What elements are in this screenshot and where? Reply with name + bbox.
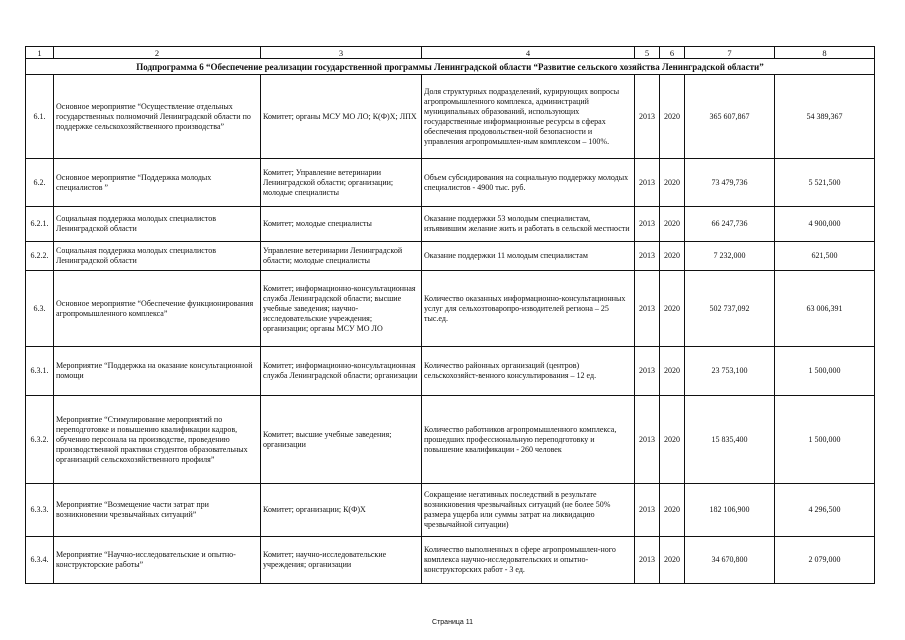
row-number: 6.2.2. — [26, 242, 54, 271]
page-number-label: Страница 11 — [432, 619, 473, 626]
amount-cell: 2 079,000 — [775, 537, 875, 584]
column-header: 6 — [660, 47, 685, 59]
column-header: 5 — [635, 47, 660, 59]
start-year-cell: 2013 — [635, 75, 660, 159]
total-cell: 66 247,736 — [685, 207, 775, 242]
table-row — [26, 207, 875, 242]
measure-cell: Социальная поддержка молодых специалистов Ленинградской области — [54, 242, 261, 271]
executor-cell: Комитет; Управление ветеринарии Ленинградской области; организации; молодые специалисты — [261, 159, 422, 207]
subprogram-title: Подпрограмма 6 “Обеспечение реализации государственной программы Ленинградской области “Развитие сельского хозяйства Ленинградской области” — [26, 59, 875, 75]
start-year-cell: 2013 — [635, 159, 660, 207]
program-table — [25, 46, 875, 584]
amount-cell: 63 006,391 — [775, 271, 875, 347]
indicator-cell: Количество районных организаций (центров) сельскохозяйст-венного консультирования – 12 ед. — [422, 347, 635, 396]
start-year-cell: 2013 — [635, 271, 660, 347]
column-header: 1 — [26, 47, 54, 59]
measure-cell: Мероприятие “Поддержка на оказание консультационной помощи — [54, 347, 261, 396]
amount-cell: 1 500,000 — [775, 396, 875, 484]
end-year-cell: 2020 — [660, 537, 685, 584]
start-year-cell: 2013 — [635, 207, 660, 242]
row-number: 6.3.1. — [26, 347, 54, 396]
row-number: 6.2.1. — [26, 207, 54, 242]
start-year-cell: 2013 — [635, 242, 660, 271]
total-cell: 23 753,100 — [685, 347, 775, 396]
executor-cell: Комитет; информационно-консультационная служба Ленинградской области; организации — [261, 347, 422, 396]
end-year-cell: 2020 — [660, 207, 685, 242]
table-row — [26, 159, 875, 207]
indicator-cell: Доля структурных подразделений, курирующих вопросы агропромышленного комплекса, администраций муниципальных образований, использующих государственные информационные ресурсы в сферах обеспечения продовольствен-ной безопасности и управления агропромышлен-ным комплексом – 100%. — [422, 75, 635, 159]
measure-cell: Мероприятие “Научно-исследовательские и опытно-конструкторские работы” — [54, 537, 261, 584]
indicator-cell: Объем субсидирования на социальную поддержку молодых специалистов - 4900 тыс. руб. — [422, 159, 635, 207]
executor-cell: Комитет; информационно-консультационная служба Ленинградской области; высшие учебные заведения; научно-исследовательские учреждения; организации; органы МСУ МО ЛО — [261, 271, 422, 347]
total-cell: 365 607,867 — [685, 75, 775, 159]
amount-cell: 54 389,367 — [775, 75, 875, 159]
end-year-cell: 2020 — [660, 271, 685, 347]
column-number-row — [26, 47, 875, 59]
row-number: 6.3.4. — [26, 537, 54, 584]
table-row — [26, 75, 875, 159]
indicator-cell: Оказание поддержки 11 молодым специалистам — [422, 242, 635, 271]
end-year-cell: 2020 — [660, 347, 685, 396]
row-number: 6.3.2. — [26, 396, 54, 484]
executor-cell: Комитет; организации; К(Ф)Х — [261, 484, 422, 537]
column-header: 7 — [685, 47, 775, 59]
amount-cell: 4 900,000 — [775, 207, 875, 242]
indicator-cell: Количество работников агропромышленного комплекса, прошедших профессиональную переподготовку и повышение квалификации - 260 человек — [422, 396, 635, 484]
table-row — [26, 271, 875, 347]
amount-cell: 621,500 — [775, 242, 875, 271]
amount-cell: 4 296,500 — [775, 484, 875, 537]
end-year-cell: 2020 — [660, 159, 685, 207]
total-cell: 502 737,092 — [685, 271, 775, 347]
end-year-cell: 2020 — [660, 484, 685, 537]
start-year-cell: 2013 — [635, 396, 660, 484]
end-year-cell: 2020 — [660, 75, 685, 159]
end-year-cell: 2020 — [660, 242, 685, 271]
executor-cell: Управление ветеринарии Ленинградской области; молодые специалисты — [261, 242, 422, 271]
executor-cell: Комитет; молодые специалисты — [261, 207, 422, 242]
amount-cell: 1 500,000 — [775, 347, 875, 396]
start-year-cell: 2013 — [635, 537, 660, 584]
row-number: 6.2. — [26, 159, 54, 207]
executor-cell: Комитет; научно-исследовательские учреждения; организации — [261, 537, 422, 584]
indicator-cell: Количество оказанных информационно-консультационных услуг для сельхозтоваропро-изводителей региона – 25 тыс.ед. — [422, 271, 635, 347]
table-row — [26, 396, 875, 484]
table-row — [26, 484, 875, 537]
column-header: 8 — [775, 47, 875, 59]
row-number: 6.3. — [26, 271, 54, 347]
subprogram-title-row — [26, 59, 875, 75]
column-header: 4 — [422, 47, 635, 59]
start-year-cell: 2013 — [635, 484, 660, 537]
total-cell: 34 670,800 — [685, 537, 775, 584]
row-number: 6.3.3. — [26, 484, 54, 537]
end-year-cell: 2020 — [660, 396, 685, 484]
executor-cell: Комитет; высшие учебные заведения; организации — [261, 396, 422, 484]
measure-cell: Мероприятие “Стимулирование мероприятий по переподготовке и повышению квалификации кадров, обучению персонала на производстве, проведению производственной практики студентов образовательных организаций сельскохозяйственного профиля” — [54, 396, 261, 484]
table-row — [26, 242, 875, 271]
indicator-cell: Количество выполненных в сфере агропромышлен-ного комплекса научно-исследовательских и опытно-конструкторских работ - 3 ед. — [422, 537, 635, 584]
measure-cell: Основное мероприятие “Поддержка молодых специалистов ” — [54, 159, 261, 207]
measure-cell: Мероприятие “Возмещение части затрат при возникновении чрезвычайных ситуаций” — [54, 484, 261, 537]
total-cell: 7 232,000 — [685, 242, 775, 271]
table-row — [26, 537, 875, 584]
column-header: 3 — [261, 47, 422, 59]
measure-cell: Основное мероприятие “Осуществление отдельных государственных полномочий Ленинградской области по поддержке сельскохозяйственного производства” — [54, 75, 261, 159]
amount-cell: 5 521,500 — [775, 159, 875, 207]
measure-cell: Социальная поддержка молодых специалистов Ленинградской области — [54, 207, 261, 242]
executor-cell: Комитет; органы МСУ МО ЛО; К(Ф)Х; ЛПХ — [261, 75, 422, 159]
indicator-cell: Оказание поддержки 53 молодым специалистам, изъявившим желание жить и работать в сельской местности — [422, 207, 635, 242]
table-row — [26, 347, 875, 396]
total-cell: 182 106,900 — [685, 484, 775, 537]
start-year-cell: 2013 — [635, 347, 660, 396]
row-number: 6.1. — [26, 75, 54, 159]
column-header: 2 — [54, 47, 261, 59]
indicator-cell: Сокращение негативных последствий в результате возникновения чрезвычайных ситуаций (не более 50% размера ущерба или суммы затрат на ликвидацию чрезвычайной ситуации) — [422, 484, 635, 537]
total-cell: 15 835,400 — [685, 396, 775, 484]
total-cell: 73 479,736 — [685, 159, 775, 207]
measure-cell: Основное мероприятие “Обеспечение функционирования агропромышленного комплекса” — [54, 271, 261, 347]
